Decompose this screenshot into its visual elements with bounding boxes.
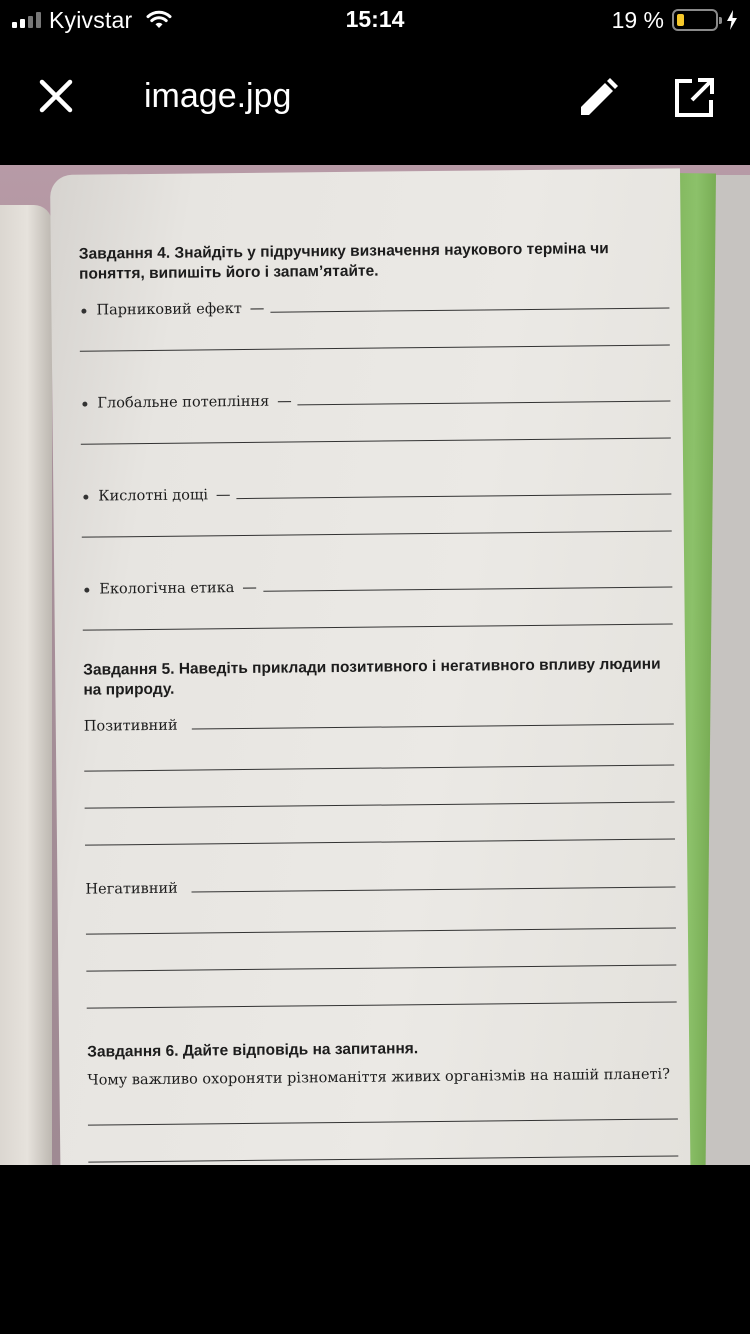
answer-line: [298, 401, 671, 406]
answer-line: [88, 1118, 678, 1125]
pencil-icon: [576, 76, 620, 120]
term-label: Екологічна етика: [99, 580, 235, 598]
task6-title: Завдання 6. Дайте відповідь на запитання.: [87, 1040, 419, 1061]
answer-line: [192, 886, 676, 892]
dash: —: [242, 579, 257, 597]
task4-title: Завдання 4. Знайдіть у підручнику визначення наукового терміна чи поняття, випишіть його і запам’ятайте.: [78, 240, 609, 283]
task5-title: Завдання 5. Наведіть приклади позитивного і негативного впливу людини на природу.: [83, 655, 661, 699]
negative-row: [85, 869, 675, 897]
status-bar: [0, 0, 750, 40]
bullet-icon: [81, 309, 86, 314]
photo-view[interactable]: [0, 165, 750, 1165]
answer-line: [237, 494, 672, 500]
term-label: Парниковий ефект: [96, 300, 242, 319]
dash: —: [249, 300, 265, 317]
answer-line: [192, 723, 674, 729]
term-row: [81, 477, 671, 505]
left-page-edge: [0, 205, 52, 1165]
bullet-icon: [83, 495, 88, 500]
answer-line: [86, 927, 676, 934]
positive-label: Позитивний: [83, 717, 178, 735]
clock: 15:14: [345, 6, 405, 32]
close-icon: [36, 76, 76, 116]
worksheet-page: [50, 168, 691, 1165]
term-row: [82, 570, 672, 598]
open-in-new-icon: [672, 76, 716, 120]
status-right: [612, 6, 738, 34]
open-external-button[interactable]: [672, 76, 716, 120]
battery-percent: 19 %: [611, 6, 664, 33]
answer-line: [84, 764, 674, 771]
app-bar: [0, 40, 750, 165]
answer-line: [270, 308, 669, 313]
dash: —: [277, 393, 292, 410]
answer-line: [86, 964, 676, 971]
battery-icon: [672, 9, 718, 31]
task6-question: Чому важливо охороняти різноманіття живих організмів на нашій планеті?: [87, 1066, 671, 1089]
carrier-name: Kyivstar: [49, 6, 133, 33]
positive-row: [84, 706, 674, 734]
term-label: Кислотні дощі: [98, 487, 209, 505]
answer-line: [88, 1155, 678, 1162]
negative-label: Негативний: [85, 880, 178, 898]
charging-bolt-icon: [726, 10, 738, 30]
file-title: image.jpg: [144, 77, 292, 115]
dash: —: [215, 487, 231, 504]
bullet-icon: [84, 588, 89, 593]
close-button[interactable]: [36, 76, 76, 116]
answer-line: [85, 801, 675, 808]
battery-fill: [677, 14, 684, 26]
answer-line: [263, 587, 672, 592]
edit-button[interactable]: [576, 76, 620, 120]
bullet-icon: [82, 402, 87, 407]
term-row: [80, 384, 670, 412]
term-row: [79, 291, 669, 319]
term-label: Глобальне потепління: [97, 393, 270, 412]
worksheet-content: [79, 239, 680, 1165]
